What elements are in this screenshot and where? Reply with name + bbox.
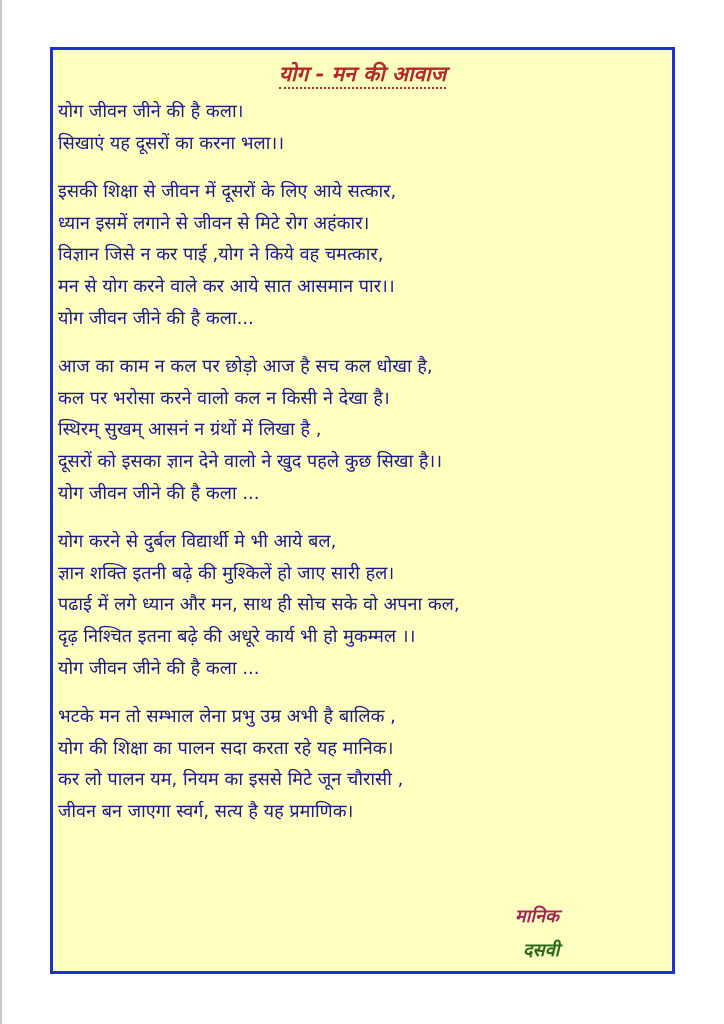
stanza-gap [58,159,663,176]
poem-line: योग जीवन जीने की है कला। [58,101,244,122]
poem-line: स्थिरम् सुखम् आसनं न ग्रंथों में लिखा है , [58,419,322,441]
poem-title-text: योग - मन की आवाज [279,62,446,89]
page-edge [0,0,2,1024]
stanza-4 [58,526,663,684]
poem-line: मन से योग करने वाले कर आये सात आसमान पार।। [58,275,395,297]
poem-line: दूसरों को इसका ज्ञान देने वालो ने खुद पहले कुछ सिखा है।। [58,450,443,472]
poem-line: जीवन बन जाएगा स्वर्ग, सत्य है यह प्रमाणिक। [58,800,354,822]
poem-frame [50,47,675,974]
poem-line: भटके मन तो सम्भाल लेना प्रभु उम्र अभी है बालिक , [58,706,396,728]
stanza-gap [58,684,663,701]
poem-line: ध्यान इसमें लगाने से जीवन से मिटे रोग अहंकार। [58,212,370,234]
stanza-1 [58,96,663,159]
poem-line: ज्ञान शक्ति इतनी बढ़े की मुश्किलें हो जाए सारी हल। [58,562,395,584]
stanza-gap [58,509,663,526]
poem-line: योग जीवन जीने की है कला ... [58,482,260,504]
poem-line: विज्ञान जिसे न कर पाई ,योग ने किये वह चमत्कार, [58,244,384,266]
stanza-3 [58,351,663,509]
poem-line: योग की शिक्षा का पालन सदा करता रहे यह मानिक। [58,737,394,759]
poem-line: सिखाएं यह दूसरों का करना भला।। [58,132,285,154]
signature-class: दसवी [523,940,560,961]
poem-body [58,96,663,827]
poem-line: कल पर भरोसा करने वालो कल न किसी ने देखा है। [58,387,390,409]
stanza-5 [58,701,663,827]
stanza-2 [58,176,663,334]
poem-line: योग जीवन जीने की है कला ... [58,657,260,679]
poem-line: दृढ़ निश्चित इतना बढ़े की अधूरे कार्य भी हो मुकम्मल ।। [58,625,416,647]
stanza-gap [58,334,663,351]
poem-title [53,60,672,88]
poem-line: आज का काम न कल पर छोड़ो आज है सच कल धोखा है, [58,356,433,378]
signature-name: मानिक [515,906,559,927]
poem-line: योग जीवन जीने की है कला... [58,307,254,329]
poem-line: पढाई में लगे ध्यान और मन, साथ ही सोच सके वो अपना कल, [58,594,460,616]
poem-line: योग करने से दुर्बल विद्यार्थी मे भी आये बल, [58,531,337,553]
poem-line: इसकी शिक्षा से जीवन में दूसरों के लिए आये सत्कार, [58,181,397,203]
poem-line: कर लो पालन यम, नियम का इससे मिटे जून चौरासी , [58,769,404,791]
